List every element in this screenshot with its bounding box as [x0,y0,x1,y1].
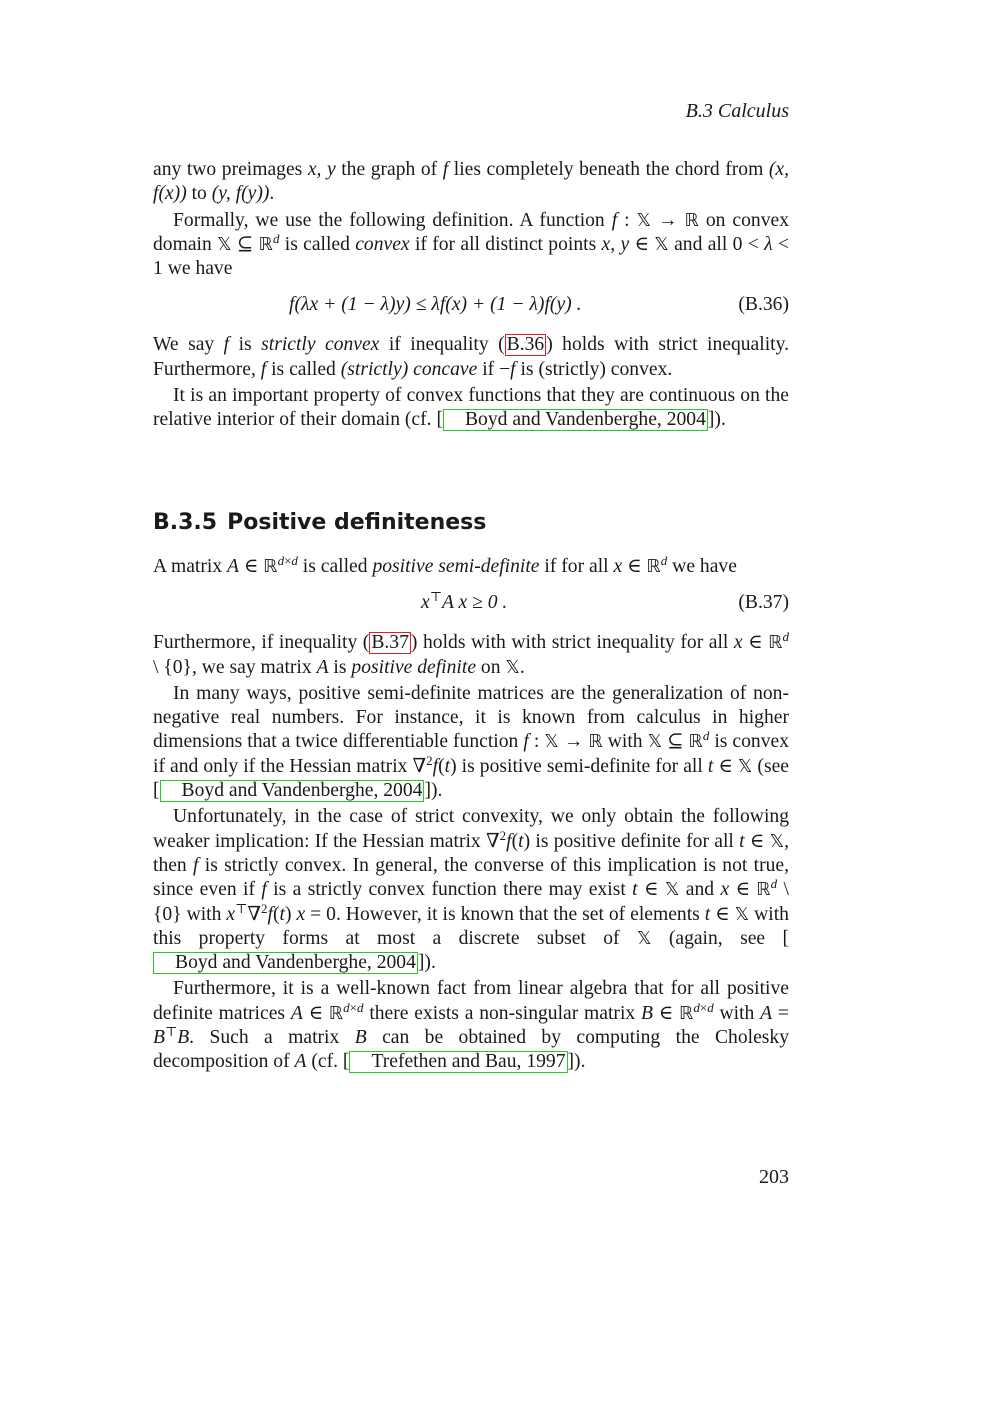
paragraph-continuation: any two preimages x, y the graph of f lies completely beneath the chord from (x, f(x)) to (y, f(y)). [153,159,789,205]
section-heading [153,510,496,535]
text-span: Formally, we use the following definition. A function [173,209,612,231]
text-span: It is an important property of convex functions that they are continuous on the relative interior of their domain (cf. [ [153,385,789,431]
text-span: the graph of [335,159,443,180]
text-span: is called [297,556,373,577]
paragraph-strict-convexity: Unfortunately, in the case of strict convexity, we only obtain the following weaker implication: If the Hessian matrix ∇$^2$f(t) is positive definite for all t ∈ 𝕏, then f is strictly convex. In general, the converse of this implication is not true, since even if f is a strictly convex function there may exist t ∈ 𝕏 and x ∈ ℝ$^d$ \ {0} with x⊤∇$^2$f(t) x = 0. However, it is known that the set of elements t ∈ 𝕏 with this property forms at most a discrete subset of 𝕏 (again, see [Boyd and Vandenberghe, 2004 ]). [153,806,789,974]
text-span: can be obtained by computing the Cholesky decomposition of [153,1027,789,1073]
text-span: ]). [417,952,436,974]
text-span: A matrix [153,556,228,577]
page-number: 203 [759,1166,789,1188]
text-span: ]). [707,409,726,431]
text-span: there exists a non-singular matrix [363,1002,642,1024]
text-span: on convex domain [153,209,789,255]
paragraph-psd-definition: A matrix A ∈ ℝ$^{d\times d}$ is called positive semi-definite if for all x ∈ ℝ$^d$ we have [153,553,737,577]
text-span: we have [667,556,737,577]
citation-link[interactable]: Boyd and Vandenberghe, 2004 [153,952,418,974]
text-span: is called [279,233,356,255]
text-span: with [602,731,648,753]
equation-b37: x⊤A x ≥ 0 . (B.37) [153,579,789,629]
section-title: Positive definiteness [227,510,487,535]
term-positive-semi-definite: positive semi-definite [372,556,540,577]
text-span: . However, it is known that the set of elements [335,903,705,925]
text-span: ) holds with strict inequality. Furthermore, [153,334,790,380]
text-span: ) holds with with strict inequality for all [410,632,734,654]
paragraph-generalization: In many ways, positive semi-definite matrices are the generalization of non-negative real numbers. For instance, it is known from calculus in higher dimensions that a twice differentiable function f : 𝕏 → ℝ with 𝕏 ⊆ ℝ$^d$ is convex if and only if the Hessian matrix ∇$^2$f(t) is positive semi-definite for all t ∈ 𝕏 (see [ Boyd and Vandenberghe, 2004 ]). [153,682,789,802]
section-heading-wrap [153,510,496,535]
equation-ref-b37[interactable]: B.37 [371,632,409,654]
text-span: is called [266,358,341,380]
text-span: We say [153,334,224,356]
text-span: if inequality ( [379,334,505,356]
citation-link[interactable]: Trefethen and Bau, 1997 [349,1051,567,1073]
equation-number: (B.36) [738,294,789,316]
text-span: , then [153,830,789,876]
text-span: with [713,1002,761,1024]
paragraph-continuity [153,384,789,433]
text-span: (see [ [153,755,789,802]
citation-link[interactable]: Boyd and Vandenberghe, 2004 [443,409,708,431]
text-span: to [186,183,212,205]
text-span: with [181,903,227,925]
text-span: is positive semi-definite for all [456,755,708,777]
text-span: is convex if and only if the Hessian matrix [153,731,789,777]
text-span: any two preimages [153,159,308,180]
text-span: we have [162,258,233,280]
text-span: In many ways, positive semi-definite matrices are the generalization of non-negative real numbers. For instance, it is known from calculus in higher dimensions that a twice differentiable function [153,682,789,753]
text-span: ]). [424,780,443,802]
paragraph-strict: We say f is strictly convex if inequality ( B.36 ) holds with strict inequality. Furthermore, f is called (strictly) concave if −f is (strictly) convex. [153,334,790,380]
equation-number: (B.37) [738,592,789,614]
text-span: if [477,358,500,380]
text-span: Unfortunately, in the case of strict convexity, we only obtain the following weaker implication: If the Hessian matrix [153,806,789,852]
text-span: is [328,656,352,678]
equation-ref-b36[interactable]: B.36 [506,334,545,356]
text-span: lies completely beneath the chord from [448,159,769,180]
running-head: B.3 Calculus [685,100,789,122]
text-span: (again, see [ [651,927,789,949]
citation-link[interactable]: Boyd and Vandenberghe, 2004 [160,780,425,802]
term-positive-definite: positive definite [351,656,477,678]
body-text-top [153,158,789,433]
equation-b36: f(λx + (1 − λ)y) ≤ λf(x) + (1 − λ)f(y) . (B.36) [153,281,789,331]
text-span: is strictly convex. In general, the converse of this implication is not true, since even if [153,854,789,901]
text-span: if for all [539,556,614,577]
term-strictly-convex: strictly convex [261,334,380,356]
text-span: and all [668,233,733,255]
text-span: is positive definite for all [530,830,740,852]
text-span: is a strictly convex function there may exist [266,879,633,901]
text-span: , we say matrix [191,656,317,678]
text-span: . [519,656,525,678]
text-span: on [476,656,506,678]
text-span: ]). [567,1051,586,1073]
page [153,0,789,1414]
text-span: if for all distinct points [409,233,602,255]
text-span: Furthermore, if inequality ( [153,632,370,654]
body-text-section [153,555,789,1075]
text-span: . Such a matrix [189,1027,355,1049]
text-span: (cf. [ [306,1051,350,1073]
term-convex: convex [355,233,410,255]
text-span: is (strictly) convex. [515,358,673,380]
text-span: Furthermore, it is a well-known fact from linear algebra that for all positive definite matrices [153,978,789,1024]
text-span: with this property forms at most a discrete subset of [153,903,789,949]
section-number: B.3.5 [153,510,218,535]
paragraph-definition: Formally, we use the following definition. A function f : 𝕏 → ℝ on convex domain 𝕏 ⊆ ℝ$^d$ is called convex if for all distinct points x, y ∈ 𝕏 and all 0 < λ < 1 we have [153,209,789,280]
paragraph-pd-definition: Furthermore, if inequality ( B.37 ) holds with with strict inequality for all x ∈ ℝ$^d$ \ {0}, we say matrix A is positive definite on 𝕏. [153,629,789,678]
text-span: is [229,334,262,356]
term-strictly-concave: (strictly) concave [340,358,478,380]
paragraph-cholesky: Furthermore, it is a well-known fact from linear algebra that for all positive definite matrices A ∈ ℝ$^{d\times d}$ there exists a non-singular matrix B ∈ ℝ$^{d\times d}$ with A = B⊤B. Such a matrix B can be obtained by computing the Cholesky decomposition of A (cf. [ Trefethen and Bau, 1997 ]). [153,978,789,1073]
text-span: and [679,879,721,901]
